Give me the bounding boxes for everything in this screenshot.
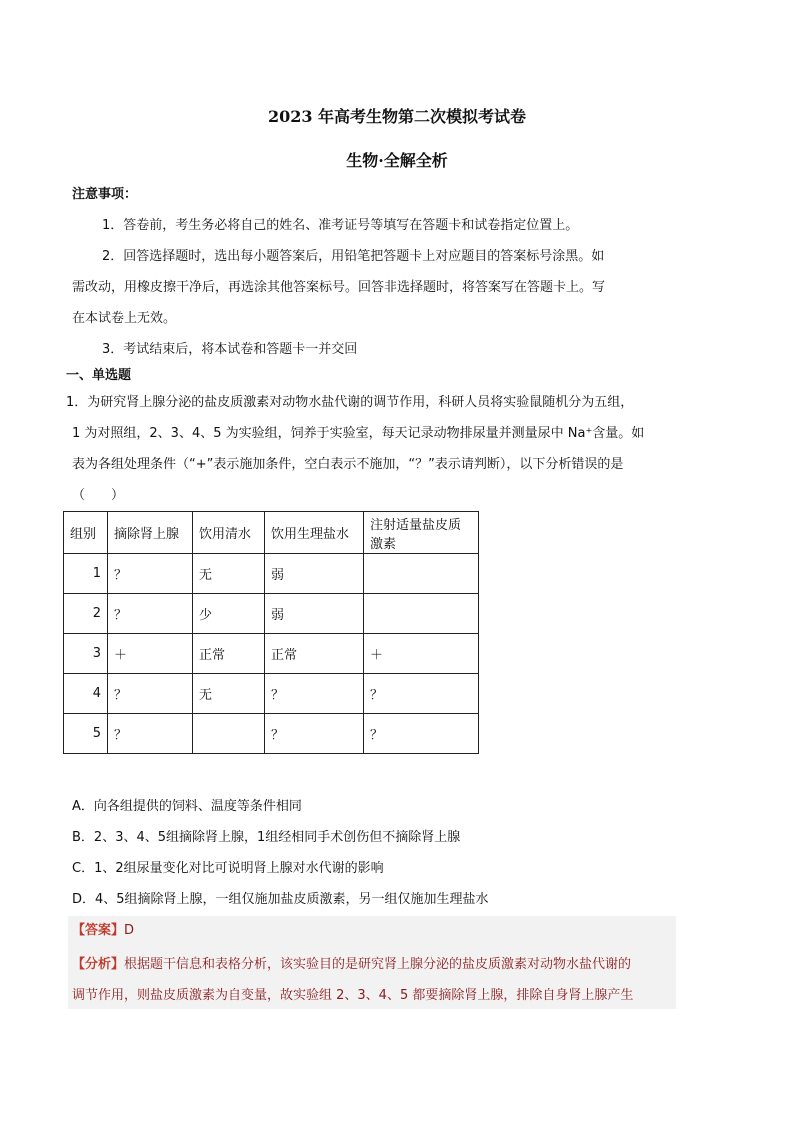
option-a: A．向各组提供的饲料、温度等条件相同 <box>72 799 302 814</box>
table-row <box>64 634 479 674</box>
table-header-cell: 注射适量盐皮质激素 <box>364 512 479 554</box>
question-line-2: 1 为对照组，2、3、4、5 为实验组，饲养于实验室，每天记录动物排尿量并测量尿中 Na⁺含量。如 <box>72 426 645 441</box>
option-d: D．4、5组摘除肾上腺，一组仅施加盐皮质激素，另一组仅施加生理盐水 <box>72 892 489 907</box>
notice-heading: 注意事项： <box>72 187 138 202</box>
table-cell: ？ <box>108 594 193 634</box>
table-cell: ＋ <box>364 634 479 674</box>
table-cell: ？ <box>265 714 364 754</box>
option-b: B．2、3、4、5组摘除肾上腺，1组经相同手术创伤但不摘除肾上腺 <box>72 830 461 845</box>
table-cell <box>193 714 265 754</box>
question-line-4: （ ） <box>72 488 125 503</box>
exam-title: 2023 年高考生物第二次模拟考试卷 <box>267 107 527 126</box>
table-cell: ？ <box>265 674 364 714</box>
table-cell: 正常 <box>265 634 364 674</box>
table-row <box>64 594 479 634</box>
answer-tag: 【答案】 <box>72 923 125 938</box>
notice-item-3: 3．考试结束后，将本试卷和答题卡一并交回 <box>102 342 358 357</box>
table-cell <box>364 554 479 594</box>
notice-item-1: 1．答卷前，考生务必将自己的姓名、准考证号等填写在答题卡和试卷指定位置上。 <box>102 218 579 233</box>
table-cell: 2 <box>64 594 108 634</box>
answer-line <box>72 922 134 940</box>
analysis-line-1 <box>72 956 631 974</box>
notice-item-2-line-2: 需改动，用橡皮擦干净后，再选涂其他答案标号。回答非选择题时，将答案写在答题卡上。写 <box>72 280 606 295</box>
analysis-tag: 【分析】 <box>72 957 125 972</box>
table-cell: 少 <box>193 594 265 634</box>
exam-subtitle: 生物·全解全析 <box>346 151 448 170</box>
table-cell: 正常 <box>193 634 265 674</box>
notice-item-2-line-1: 2．回答选择题时，选出每小题答案后，用铅笔把答题卡上对应题目的答案标号涂黑。如 <box>102 249 605 264</box>
table-header-cell: 摘除肾上腺 <box>108 512 193 554</box>
table-cell: ？ <box>108 674 193 714</box>
table-cell: ？ <box>364 714 479 754</box>
table-cell: 1 <box>64 554 108 594</box>
table-cell: 弱 <box>265 554 364 594</box>
notice-item-2-line-3: 在本试卷上无效。 <box>72 311 177 326</box>
analysis-line-2: 调节作用，则盐皮质激素为自变量，故实验组 2、3、4、5 都要摘除肾上腺，排除自身肾上腺产生 <box>72 988 634 1003</box>
table-header-cell: 饮用清水 <box>193 512 265 554</box>
table-header-cell: 组别 <box>64 512 108 554</box>
question-line-3: 表为各组处理条件（“+”表示施加条件，空白表示不施加，“？”表示请判断），以下分析错误的是 <box>72 457 624 472</box>
analysis-text-1: 根据题干信息和表格分析，该实验目的是研究肾上腺分泌的盐皮质激素对动物水盐代谢的 <box>124 957 632 972</box>
table-cell: ？ <box>364 674 479 714</box>
table-cell: 4 <box>64 674 108 714</box>
section-heading: 一、单选题 <box>66 368 132 383</box>
table-row <box>64 674 479 714</box>
treatment-table <box>63 511 479 754</box>
table-cell: 弱 <box>265 594 364 634</box>
table-cell: ？ <box>108 554 193 594</box>
table-cell: 3 <box>64 634 108 674</box>
table-header-cell: 饮用生理盐水 <box>265 512 364 554</box>
table-row <box>64 554 479 594</box>
table-cell: ＋ <box>108 634 193 674</box>
table-cell: 无 <box>193 554 265 594</box>
option-c: C．1、2组尿量变化对比可说明肾上腺对水代谢的影响 <box>72 861 384 876</box>
table-header-row <box>64 512 479 554</box>
question-line-1: 1．为研究肾上腺分泌的盐皮质激素对动物水盐代谢的调节作用，科研人员将实验鼠随机分为五组， <box>66 395 634 410</box>
table-cell: ？ <box>108 714 193 754</box>
table-cell: 无 <box>193 674 265 714</box>
table-cell: 5 <box>64 714 108 754</box>
answer-value: D <box>124 923 135 938</box>
table-cell <box>364 594 479 634</box>
table-row <box>64 714 479 754</box>
